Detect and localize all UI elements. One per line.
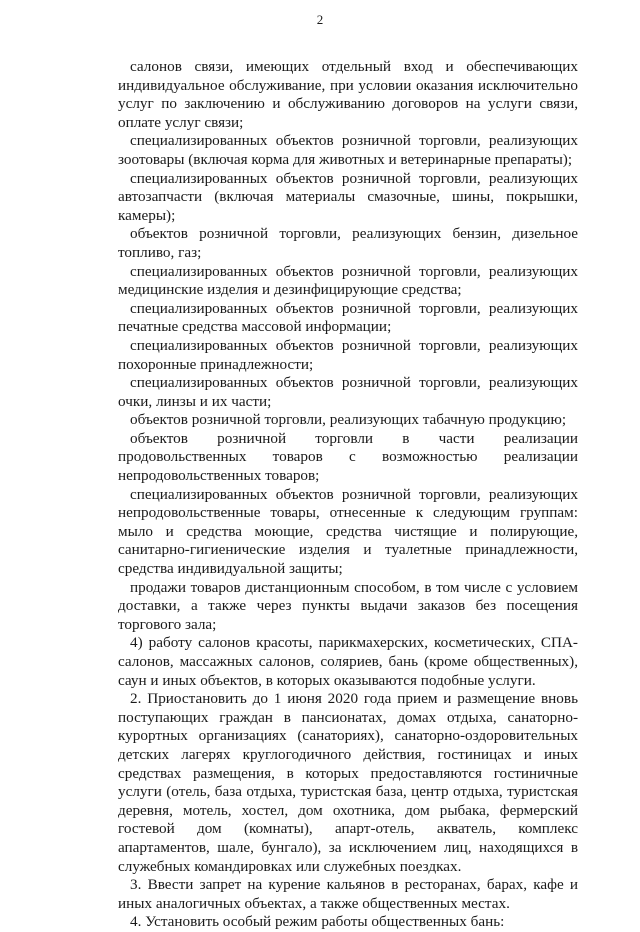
paragraph: специализированных объектов розничной торговли, реализующих непродовольственные товары, отнесенные к следующим группам: мыло и средства моющие, средства чистящие и полирующие, санитарно-гигиенические изделия и туалетные принадлежности, средства индивидуальной защиты; — [118, 485, 578, 578]
paragraph: объектов розничной торговли, реализующих табачную продукцию; — [130, 411, 567, 429]
page-number: 2 — [316, 12, 324, 27]
paragraph: специализированных объектов розничной торговли, реализующих автозапчасти (включая материалы смазочные, шины, покрышки, камеры); — [118, 169, 578, 224]
paragraph: 2. Приостановить до 1 июня 2020 года прием и размещение вновь поступающих граждан в пансионатах, домах отдыха, санаторно-курортных организациях (санаториях), санаторно-оздоровительных детских лагерях круглогодичного действия, гостиницах и иных средствах размещения, в которых предоставляются гостиничные услуги (отель, база отдыха, туристская база, центр отдыха, туристская деревня, мотель, хостел, дом охотника, дом рыбака, фермерский гостевой дом (комнаты), апарт-отель, акватель, комплекс апартаментов, шале, бунгало), за исключением лиц, находящихся в служебных командировках или служебных поездках. — [118, 690, 578, 875]
paragraph: специализированных объектов розничной торговли, реализующих медицинские изделия и дезинфицирующие средства; — [118, 262, 578, 299]
paragraph: 4) работу салонов красоты, парикмахерских, косметических, СПА-салонов, массажных салонов, соляриев, бань (кроме общественных), саун и иных объектов, в которых оказываются подобные услуги. — [118, 634, 578, 689]
paragraph: специализированных объектов розничной торговли, реализующих печатные средства массовой информации; — [118, 299, 578, 336]
paragraph: специализированных объектов розничной торговли, реализующих зоотовары (включая корма для животных и ветеринарные препараты); — [118, 132, 578, 168]
document-body — [118, 58, 578, 932]
paragraph: объектов розничной торговли в части реализации продовольственных товаров с возможностью реализации непродовольственных товаров; — [118, 429, 578, 485]
paragraph: специализированных объектов розничной торговли, реализующих похоронные принадлежности; — [118, 336, 578, 373]
paragraph: объектов розничной торговли, реализующих бензин, дизельное топливо, газ; — [118, 225, 578, 261]
paragraph: 3. Ввести запрет на курение кальянов в ресторанах, барах, кафе и иных аналогичных объектах, а также общественных местах. — [118, 876, 578, 912]
paragraph: 4. Установить особый режим работы общественных бань: — [130, 913, 505, 931]
paragraph: специализированных объектов розничной торговли, реализующих очки, линзы и их части; — [118, 374, 578, 410]
paragraph: продажи товаров дистанционным способом, в том числе с условием доставки, а также через пункты выдачи заказов без посещения торгового зала; — [118, 578, 578, 633]
paragraph: салонов связи, имеющих отдельный вход и обеспечивающих индивидуальное обслуживание, при условии оказания исключительно услуг по заключению и обслуживанию договоров на услуги связи, оплате услуг связи; — [118, 58, 578, 131]
